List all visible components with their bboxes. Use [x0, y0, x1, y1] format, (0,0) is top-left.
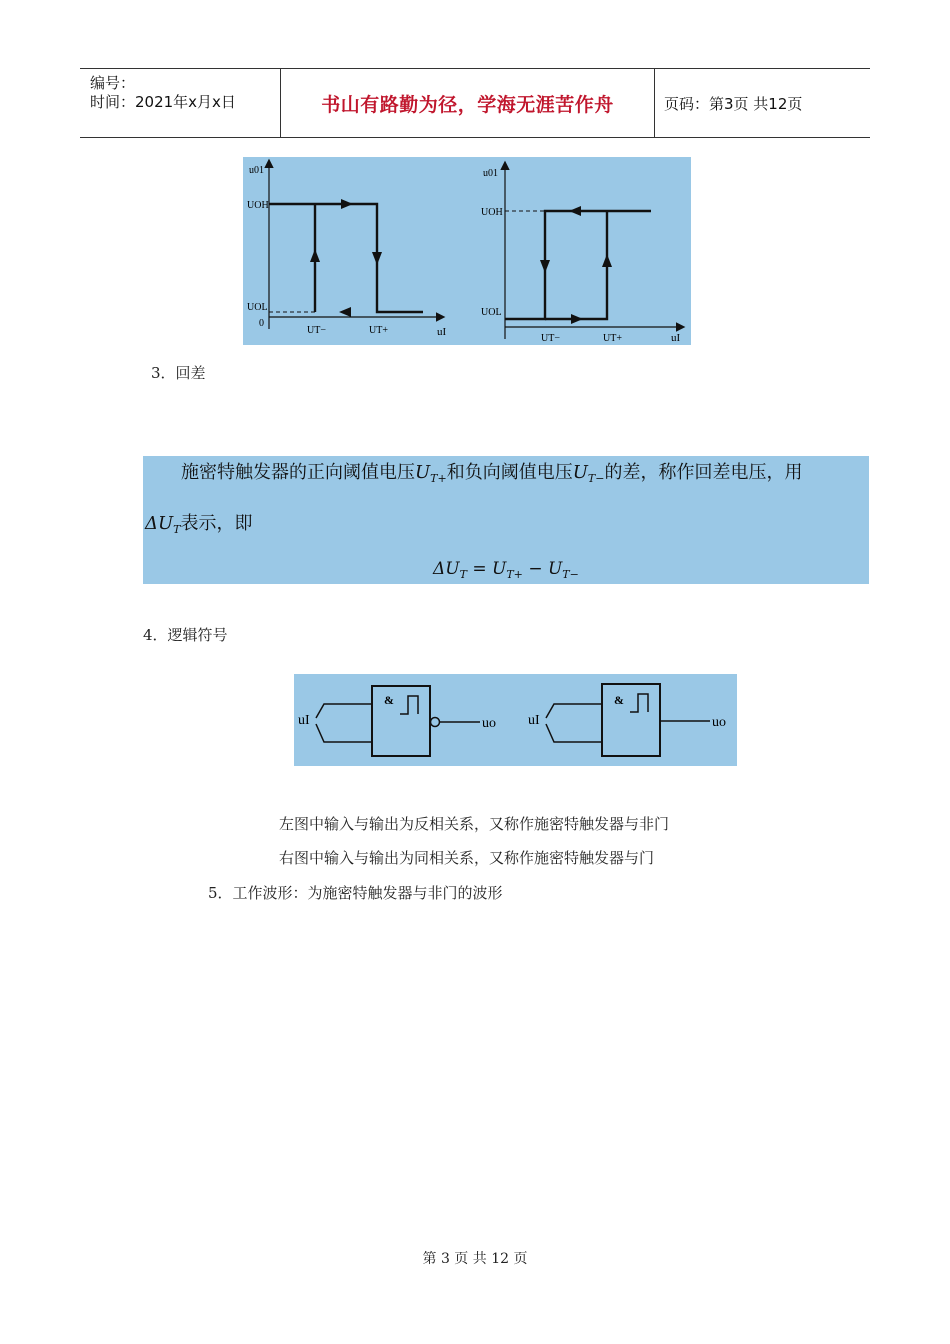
definition-text-b: 和负向阈值电压: [446, 462, 573, 483]
page-info: 页码：第3页 共12页: [664, 94, 803, 113]
right-ut-plus-label: UT+: [603, 333, 622, 344]
transfer-characteristic-figure: [243, 157, 691, 345]
number-label: 编号：: [90, 74, 136, 92]
definition-text-a: 施密特触发器的正向阈值电压: [181, 462, 415, 483]
definition-line2: [145, 509, 253, 536]
header-motto-cell: [280, 69, 655, 137]
right-gate-output-label: uo: [712, 715, 726, 730]
left-gate-and-mark: &: [384, 693, 394, 707]
inverter-bubble: [431, 718, 440, 727]
header-page-cell: [654, 69, 870, 137]
page-header: [80, 68, 870, 138]
motto: 书山有路勤为径，学海无涯苦作舟: [321, 93, 614, 116]
left-uoh-label: UOH: [247, 200, 269, 211]
header-meta: [80, 69, 280, 137]
left-ut-minus-label: UT−: [307, 325, 326, 336]
right-gate-input-label: uI: [528, 713, 540, 728]
hysteresis-definition-box: [143, 456, 869, 584]
page-footer: 第 3 页 共 12 页: [422, 1251, 528, 1267]
definition-text-c: 的差，称作回差电压，用: [604, 462, 803, 483]
right-ut-minus-label: UT−: [541, 333, 560, 344]
right-y-label: u01: [483, 168, 498, 179]
left-x-label: uI: [437, 326, 447, 338]
left-gate-input-label: uI: [298, 713, 310, 728]
hysteresis-equation: $\Delta U_T = U_{T+} - U_{T-}$: [433, 559, 579, 581]
definition-line1: [181, 458, 802, 485]
ut-minus-symbol: $U_{T-}$: [572, 462, 605, 485]
left-origin-label: 0: [259, 318, 264, 329]
left-ut-plus-label: UT+: [369, 325, 388, 336]
delta-ut-symbol: $\Delta U_T$: [145, 513, 181, 536]
right-x-label: uI: [671, 332, 681, 344]
right-gate-and-mark: &: [614, 693, 624, 707]
left-gate-output-label: uo: [482, 716, 496, 731]
left-y-label: u01: [249, 165, 264, 176]
time-label: 时间：2021年x月x日: [90, 93, 236, 111]
section5-title: 5．工作波形：为施密特触发器与非门的波形: [208, 884, 503, 902]
section4-title: 4．逻辑符号: [143, 626, 228, 644]
right-uoh-label: UOH: [481, 207, 503, 218]
logic-desc-right: 右图中输入与输出为同相关系，又称作施密特触发器与门: [279, 849, 655, 867]
right-uol-label: UOL: [481, 307, 502, 318]
logic-desc-left: 左图中输入与输出为反相关系，又称作施密特触发器与非门: [279, 815, 670, 833]
section3-title: 3．回差: [151, 364, 206, 382]
logic-figure-background: [294, 674, 737, 766]
ut-plus-symbol: $U_{T+}$: [415, 462, 447, 485]
logic-symbol-figure: [294, 674, 737, 766]
left-uol-label: UOL: [247, 302, 268, 313]
definition-text-d: 表示，即: [180, 513, 253, 534]
